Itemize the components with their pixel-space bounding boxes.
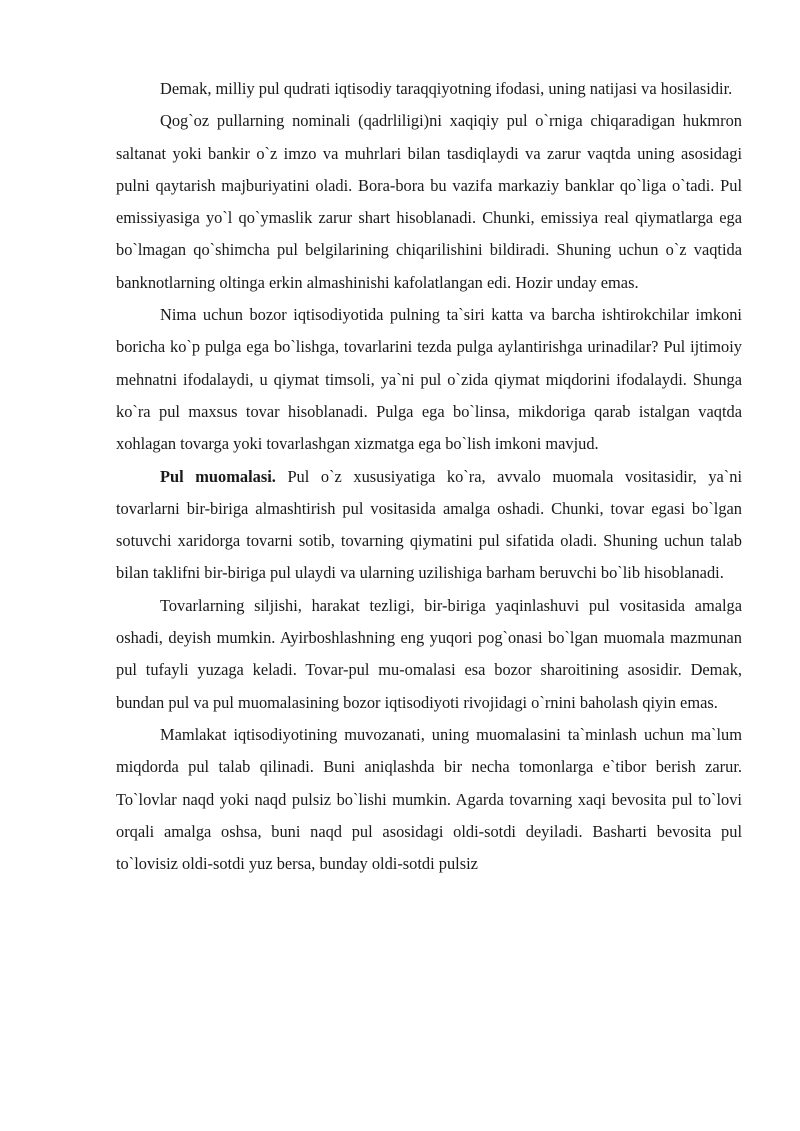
paragraph-3 <box>116 299 742 460</box>
paragraph-4 <box>116 461 742 590</box>
paragraph-6 <box>116 719 742 880</box>
paragraph-4-text: Pul o`z xususiyatiga ko`ra, avvalo muomala vositasidir, ya`ni tovarlarni bir-biriga almashtirish pul vositasida amalga oshadi. Chunki, tovar egasi bo`lgan sotuvchi xaridorga tovarni sotib, tovarning qiymatini pul sifatida oladi. Shuning uchun talab bilan taklifni bir-biriga pul ulaydi va ularning uzilishiga barham beruvchi bo`lib hisoblanadi. <box>116 466 742 583</box>
paragraph-1-text: Demak, milliy pul qudrati iqtisodiy taraqqiyotning ifodasi, uning natijasi va hosilasidir. <box>160 79 733 98</box>
paragraph-2-text: Qog`oz pullarning nominali (qadrliligi)ni xaqiqiy pul o`rniga chiqaradigan hukmron saltanat yoki bankir o`z imzo va muhrlari bilan tasdiqlaydi va zarur vaqtda uning asosidagi pulni qaytarish majburiyatini oladi. Bora-bora bu vazifa markaziy banklar qo`liga o`tadi. Pul emissiyasiga yo`l qo`ymaslik zarur shart hisoblanadi. Chunki, emissiya real qiymatlarga ega bo`lmagan qo`shimcha pul belgilarining chiqarilishini bildiradi. Shuning uchun o`z vaqtida banknotlarning oltinga erkin almashinishi kafolatlangan edi. Hozir unday emas. <box>116 111 742 292</box>
paragraph-5-text: Tovarlarning siljishi, harakat tezligi, bir-biriga yaqinlashuvi pul vositasida amalga oshadi, deyish mumkin. Ayirboshlashning eng yuqori pog`onasi bo`lgan muomala mazmunan pul tufayli yuzaga keladi. Tovar-pul mu-omalasi esa bozor sharoitining asosidir. Demak, bundan pul va pul muomalasining bozor iqtisodiyoti rivojidagi o`rnini baholash qiyin emas. <box>116 595 742 712</box>
paragraph-4-lead: Pul muomalasi. <box>160 466 276 486</box>
paragraph-6-text: Mamlakat iqtisodiyotining muvozanati, uning muomalasini ta`minlash uchun ma`lum miqdorda pul talab qilinadi. Buni aniqlashda bir necha tomonlarga e`tibor berish zarur. To`lovlar naqd yoki naqd pulsiz bo`lishi mumkin. Agarda tovarning xaqi bevosita pul to`lovi orqali amalga oshsa, buni naqd pul asosidagi oldi-sotdi deyiladi. Basharti bevosita pul to`lovisiz oldi-sotdi yuz bersa, bunday oldi-sotdi pulsiz <box>116 724 742 874</box>
document-page <box>116 73 742 880</box>
paragraph-5 <box>116 590 742 719</box>
paragraph-1 <box>116 73 742 105</box>
paragraph-2 <box>116 105 742 299</box>
paragraph-3-text: Nima uchun bozor iqtisodiyotida pulning ta`siri katta va barcha ishtirokchilar imkoni boricha ko`p pulga ega bo`lishga, tovarlarini tezda pulga aylantirishga urinadilar? Pul ijtimoiy mehnatni ifodalaydi, u qiymat timsoli, ya`ni pul o`zida qiymat miqdorini ifodalaydi. Shunga ko`ra pul maxsus tovar hisoblanadi. Pulga ega bo`linsa, mikdoriga qarab istalgan vaqtda xohlagan tovarga yoki tovarlashgan xizmatga ega bo`lish imkoni mavjud. <box>116 305 742 454</box>
